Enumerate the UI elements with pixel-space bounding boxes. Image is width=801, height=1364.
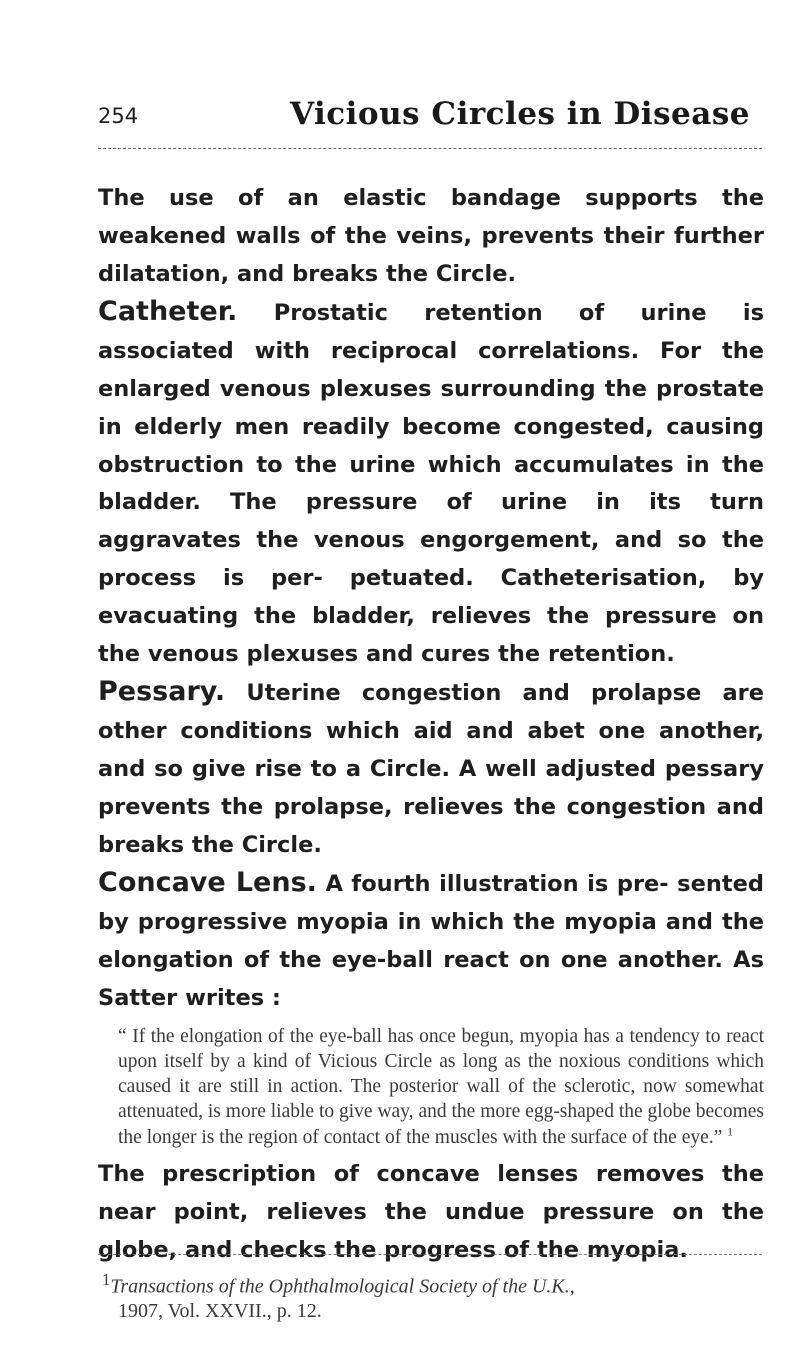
- side-heading-concave-lens: Concave Lens.: [98, 867, 317, 899]
- paragraph-prescription: [98, 1156, 764, 1269]
- running-head: Vicious Circles in Disease: [290, 96, 751, 132]
- paragraph-text: Uterine congestion and prolapse are other conditions which aid and abet one another, and so give rise to a Circle. A well adjusted pessary prevents the prolapse, relieves the congestion and breaks the Circle.: [98, 680, 764, 858]
- footnote-rule: [98, 1254, 762, 1255]
- header-rule: [98, 148, 762, 149]
- side-heading-catheter: Catheter.: [98, 296, 238, 328]
- quote-text: “ If the elongation of the eye-ball has once begun, myopia has a tendency to react upon itself by a kind of Vicious Circle as long as the noxious conditions which caused it are still in action. The posterior wall of the sclerotic, now somewhat attenuated, is more liable to give way, and the more egg-shaped the globe becomes the longer is the region of contact of the muscles with the surface of the eye.”: [118, 1025, 764, 1148]
- footnote-title: Transactions of the Ophthalmological Society of the U.K.,: [110, 1275, 575, 1298]
- footnote-marker: 1: [102, 1270, 111, 1289]
- body-text: [98, 180, 764, 1269]
- side-heading-pessary: Pessary.: [98, 676, 226, 708]
- footnote-reference: 1: [727, 1124, 734, 1139]
- block-quote: [98, 1024, 764, 1150]
- paragraph-text: Prostatic retention of urine is associated with reciprocal correlations. For the enlarged venous plexuses surrounding the prostate in elderly men readily become congested, causing obstruction to the urine which accumulates in the bladder. The pressure of urine in its turn aggravates the venous engorgement, and so the process is per- petuated. Catheterisation, by evacuating the bladder, relieves the pressure on the venous plexuses and cures the retention.: [98, 300, 764, 667]
- footnote-detail: 1907, Vol. XXVII., p. 12.: [118, 1299, 322, 1322]
- paragraph-text: The use of an elastic bandage supports the weakened walls of the veins, prevents their further dilatation, and breaks the Circle.: [98, 185, 764, 287]
- paragraph-catheter: [98, 293, 764, 673]
- paragraph-text: A fourth illustration is pre- sented by progressive myopia in which the myopia and the elongation of the eye-ball react on one another. As Satter writes :: [98, 871, 764, 1011]
- paragraph-bandage: [98, 180, 764, 293]
- paragraph-concave-lens: [98, 864, 764, 1017]
- page-number: 254: [98, 104, 139, 128]
- footnote: [102, 1268, 762, 1323]
- paragraph-text: The prescription of concave lenses removes the near point, relieves the undue pressure on the globe, and checks the progress of the myopia.: [98, 1161, 764, 1263]
- paragraph-pessary: [98, 673, 764, 864]
